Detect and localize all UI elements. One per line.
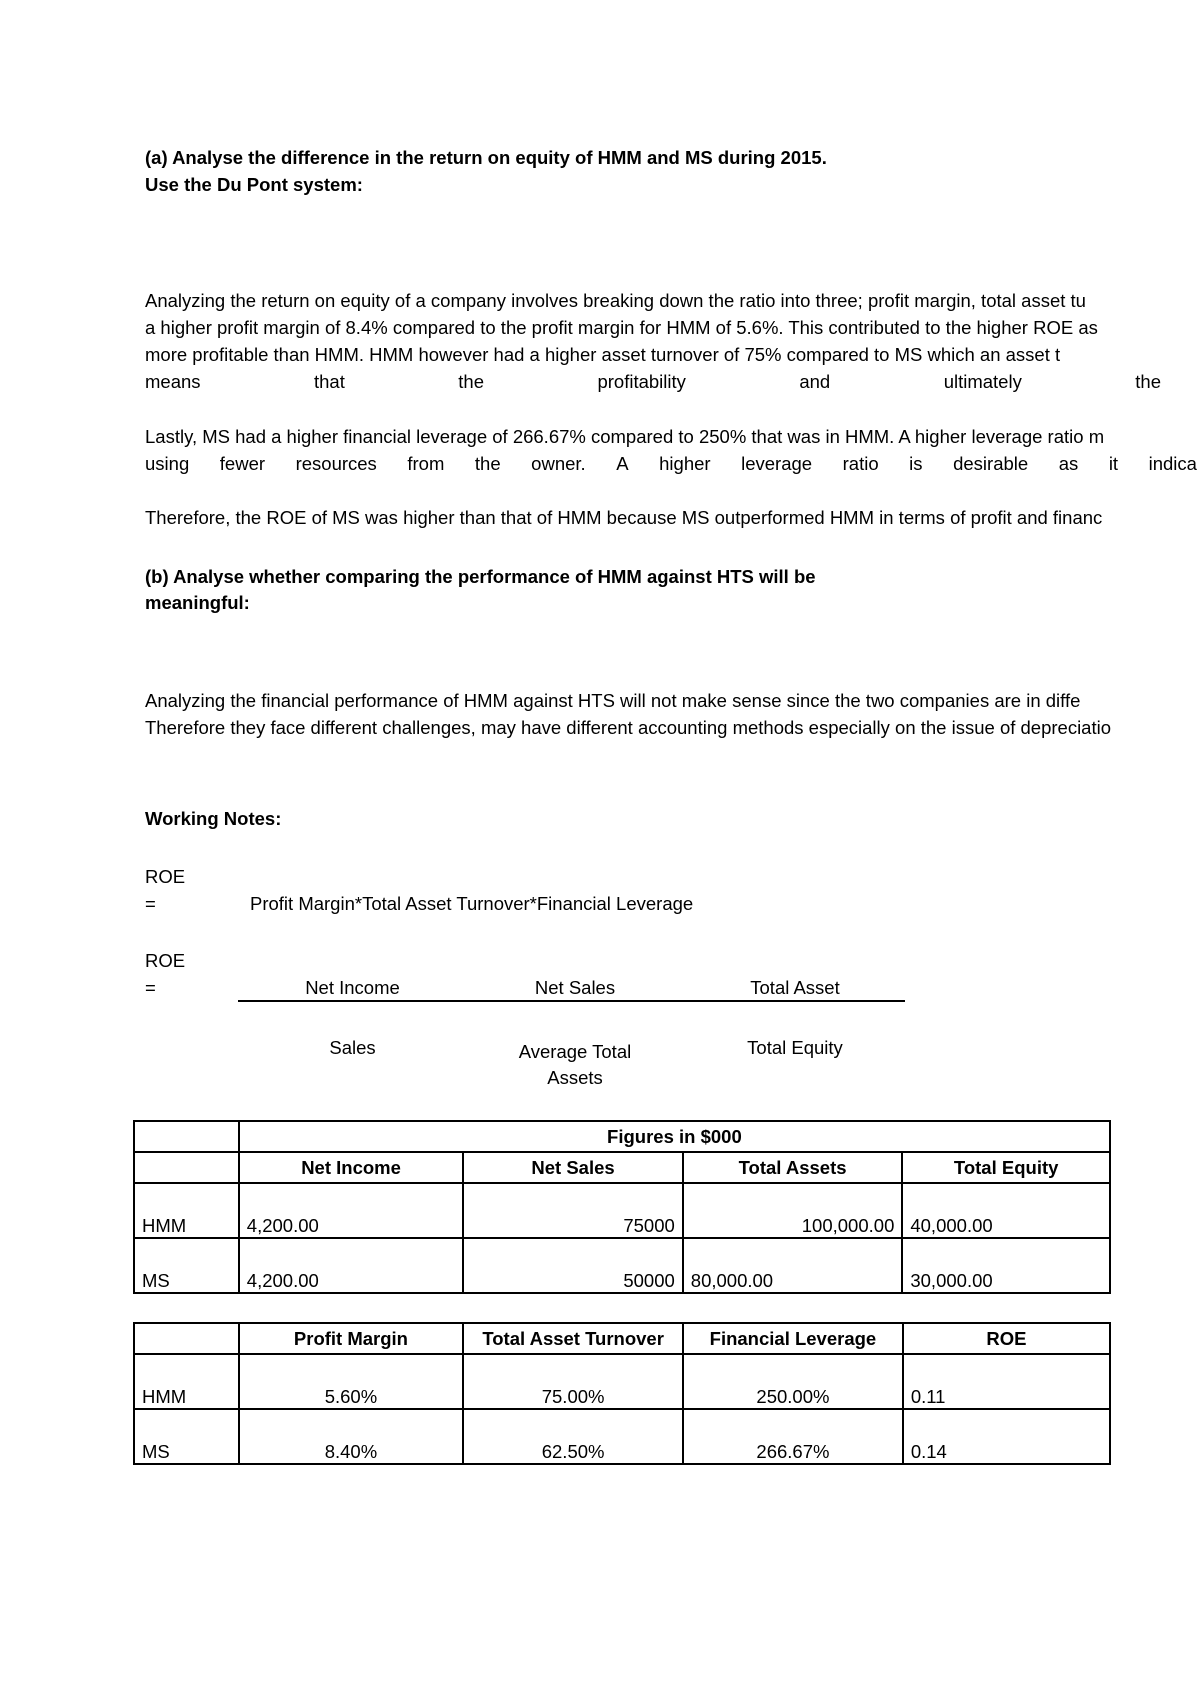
numerator-total-asset: Total Asset <box>750 977 840 998</box>
table-cell <box>134 1121 239 1152</box>
word: the <box>1135 371 1161 392</box>
working-notes-heading: Working Notes: <box>145 808 282 829</box>
conclusion-line: Therefore, the ROE of MS was higher than that of HMM because MS outperformed HMM in terms of profit and financ <box>145 507 1103 528</box>
word: that <box>313 371 345 392</box>
denominator-total-equity: Total Equity <box>747 1037 843 1058</box>
cell-turnover: 62.50% <box>463 1409 683 1464</box>
word: leverage <box>741 453 813 474</box>
table-row <box>134 1183 1110 1238</box>
word: indica <box>1148 453 1197 474</box>
col-header-financial-leverage: Financial Leverage <box>683 1323 903 1354</box>
word: it <box>1108 453 1119 474</box>
word: resources <box>295 453 377 474</box>
para2-line-2 <box>145 453 1197 475</box>
word: fewer <box>219 453 266 474</box>
word: A <box>616 453 629 474</box>
cell-total-assets: 80,000.00 <box>683 1238 903 1293</box>
word: owner. <box>531 453 586 474</box>
cell-total-equity: 30,000.00 <box>902 1238 1110 1293</box>
word: as <box>1058 453 1079 474</box>
numerator-net-sales: Net Sales <box>534 977 616 998</box>
table-row <box>134 1409 1110 1464</box>
section-b-line-1: Analyzing the financial performance of HMM against HTS will not make sense since the two companies are in diffe <box>145 690 1081 711</box>
word: means <box>145 371 201 392</box>
section-b-title-2: meaningful: <box>145 592 250 613</box>
cell-net-income: 4,200.00 <box>239 1238 464 1293</box>
col-header-net-income: Net Income <box>239 1152 464 1183</box>
cell-net-sales: 50000 <box>463 1238 682 1293</box>
denominator-average-total: Average Total <box>518 1041 632 1062</box>
cell-roe: 0.14 <box>903 1409 1110 1464</box>
fraction-line <box>238 1000 905 1002</box>
cell-roe: 0.11 <box>903 1354 1110 1409</box>
figures-caption: Figures in $000 <box>239 1121 1110 1152</box>
cell-profit-margin: 5.60% <box>239 1354 463 1409</box>
word: the <box>474 453 501 474</box>
word: the <box>458 371 485 392</box>
denominator-sales: Sales <box>329 1037 376 1058</box>
col-header-profit-margin: Profit Margin <box>239 1323 463 1354</box>
para2-line-1: Lastly, MS had a higher financial leverage of 266.67% compared to 250% that was in HMM. A higher leverage ratio m <box>145 426 1105 447</box>
word: from <box>407 453 445 474</box>
section-b-line-2: Therefore they face different challenges, may have different accounting methods especially on the issue of depreciatio <box>145 717 1112 738</box>
table-cell <box>134 1323 239 1354</box>
roe-formula: Profit Margin*Total Asset Turnover*Financial Leverage <box>250 893 694 914</box>
equals-sign-1: = <box>145 893 156 914</box>
col-header-net-sales: Net Sales <box>463 1152 682 1183</box>
word: ratio <box>842 453 879 474</box>
ratios-table <box>133 1322 1111 1465</box>
equals-sign-2: = <box>145 977 156 998</box>
col-header-total-asset-turnover: Total Asset Turnover <box>463 1323 683 1354</box>
table-row <box>134 1354 1110 1409</box>
word: using <box>145 453 190 474</box>
figures-table <box>133 1120 1111 1294</box>
row-label: MS <box>134 1238 239 1293</box>
word: ultimately <box>943 371 1022 392</box>
para1-line-4 <box>145 371 1161 393</box>
cell-turnover: 75.00% <box>463 1354 683 1409</box>
numerator-net-income: Net Income <box>305 977 400 998</box>
word: profitability <box>597 371 686 392</box>
roe-label-2: ROE <box>145 950 186 971</box>
col-header-roe: ROE <box>903 1323 1110 1354</box>
col-header-total-assets: Total Assets <box>683 1152 903 1183</box>
word: is <box>909 453 923 474</box>
cell-profit-margin: 8.40% <box>239 1409 463 1464</box>
word: higher <box>659 453 711 474</box>
para1-line-3: more profitable than HMM. HMM however had a higher asset turnover of 75% compared to MS which an asset t <box>145 344 1061 365</box>
cell-leverage: 250.00% <box>683 1354 903 1409</box>
cell-total-assets: 100,000.00 <box>683 1183 903 1238</box>
section-b-title-1: (b) Analyse whether comparing the performance of HMM against HTS will be <box>145 566 816 587</box>
table-row <box>134 1238 1110 1293</box>
roe-label-1: ROE <box>145 866 186 887</box>
denominator-assets: Assets <box>547 1067 603 1088</box>
word: and <box>799 371 831 392</box>
row-label: HMM <box>134 1354 239 1409</box>
para1-line-1: Analyzing the return on equity of a company involves breaking down the ratio into three; profit margin, total asset tu <box>145 290 1086 311</box>
row-label: HMM <box>134 1183 239 1238</box>
cell-net-sales: 75000 <box>463 1183 682 1238</box>
row-label: MS <box>134 1409 239 1464</box>
cell-total-equity: 40,000.00 <box>902 1183 1110 1238</box>
table-cell <box>134 1152 239 1183</box>
cell-leverage: 266.67% <box>683 1409 903 1464</box>
word: desirable <box>953 453 1029 474</box>
section-a-subtitle: Use the Du Pont system: <box>145 174 363 195</box>
section-a-title: (a) Analyse the difference in the return on equity of HMM and MS during 2015. <box>145 147 827 168</box>
para1-line-2: a higher profit margin of 8.4% compared to the profit margin for HMM of 5.6%. This contributed to the higher ROE as <box>145 317 1098 338</box>
col-header-total-equity: Total Equity <box>902 1152 1110 1183</box>
cell-net-income: 4,200.00 <box>239 1183 464 1238</box>
